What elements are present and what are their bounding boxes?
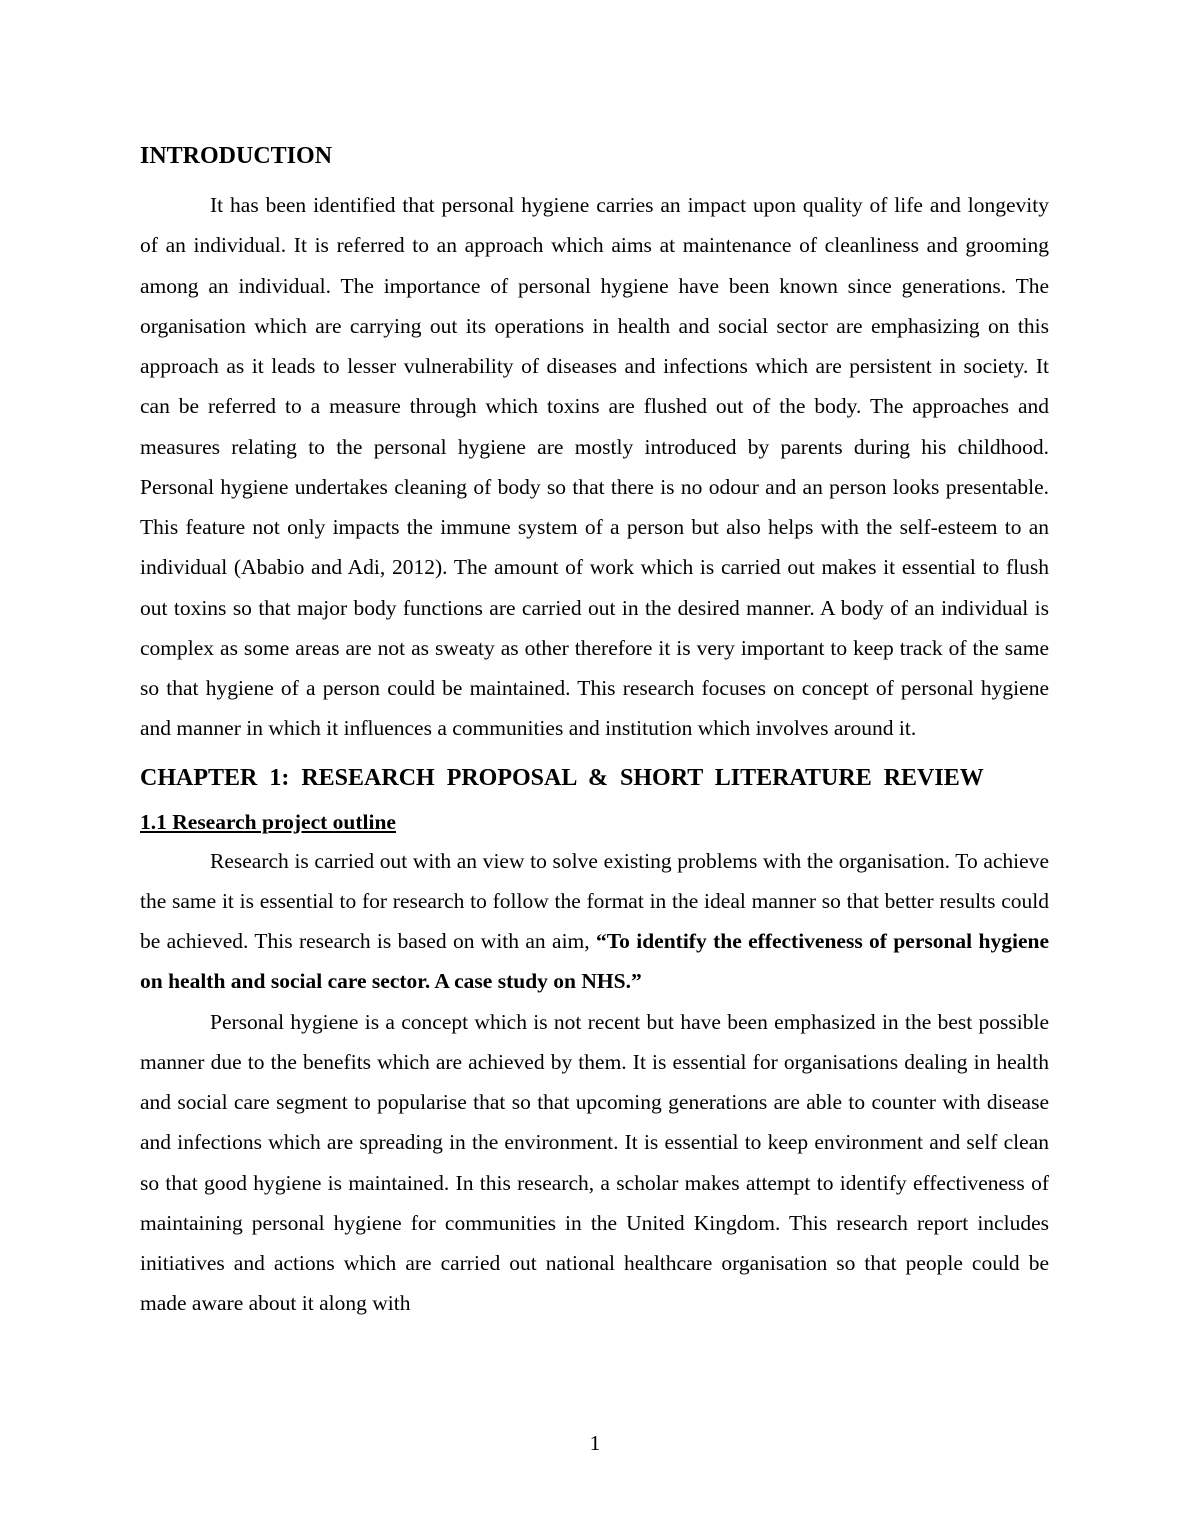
chapter-heading: CHAPTER 1: RESEARCH PROPOSAL & SHORT LITERATURE REVIEW: [140, 764, 984, 791]
page-number: 1: [589, 1431, 601, 1455]
introduction-paragraph: It has been identified that personal hygiene carries an impact upon quality of life and longevity of an individual. It is referred to an approach which aims at maintenance of cleanliness and grooming among an individual. The importance of personal hygiene have been known since generations. The organisation which are carrying out its operations in health and social sector are emphasizing on this approach as it leads to lesser vulnerability of diseases and infections which are persistent in society. It can be referred to a measure through which toxins are flushed out of the body. The approaches and measures relating to the personal hygiene are mostly introduced by parents during his childhood. Personal hygiene undertakes cleaning of body so that there is no odour and an person looks presentable. This feature not only impacts the immune system of a person but also helps with the self-esteem to an individual (Ababio and Adi, 2012). The amount of work which is carried out makes it essential to flush out toxins so that major body functions are carried out in the desired manner. A body of an individual is complex as some areas are not as sweaty as other therefore it is very important to keep track of the same so that hygiene of a person could be maintained. This research focuses on concept of personal hygiene and manner in which it influences a communities and institution which involves around it.: [140, 193, 1049, 741]
research-outline-text: Research is carried out with an view to solve existing problems with the organisation. To achieve the same it is essential to for research to follow the format in the ideal manner so that better results could be achieved. This research is based on with an aim,: [140, 848, 1049, 953]
personal-hygiene-paragraph: Personal hygiene is a concept which is not recent but have been emphasized in the best possible manner due to the benefits which are achieved by them. It is essential for organisations dealing in health and social care segment to popularise that so that upcoming generations are able to counter with disease and infections which are spreading in the environment. It is essential to keep environment and self clean so that good hygiene is maintained. In this research, a scholar makes attempt to identify effectiveness of maintaining personal hygiene for communities in the United Kingdom. This research report includes initiatives and actions which are carried out national healthcare organisation so that people could be made aware about it along with: [140, 1009, 1049, 1316]
research-outline-paragraph: [140, 841, 1049, 1002]
introduction-heading: INTRODUCTION: [140, 143, 333, 169]
section-heading: 1.1 Research project outline: [140, 809, 396, 834]
page-content: [140, 140, 1049, 1324]
research-aim-statement: “To identify the effectiveness of personal hygiene on health and social care sector. A case study on NHS.”: [140, 929, 1049, 994]
